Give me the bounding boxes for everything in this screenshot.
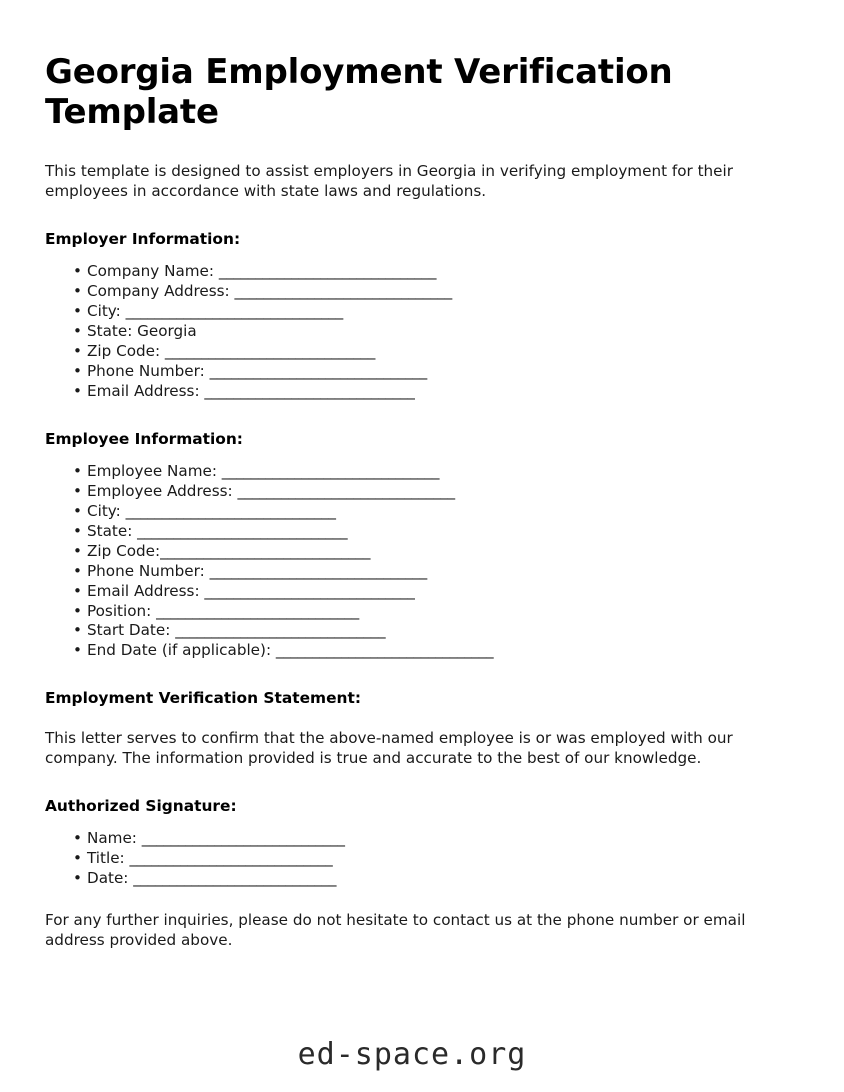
field-label: Email Address:: [87, 581, 205, 600]
employer-information-field-list: [45, 262, 790, 402]
field-label: Employee Address:: [87, 481, 238, 500]
blank-line[interactable]: ______________________________: [218, 261, 437, 280]
blank-line[interactable]: _____________________________: [204, 581, 415, 600]
blank-line[interactable]: ______________________________: [234, 281, 452, 300]
list-item: [45, 621, 790, 641]
footer-watermark: ed-space.org: [297, 1037, 527, 1072]
section-heading-employment-verification-statement: Employment Verification Statement:: [45, 689, 361, 708]
list-item: [45, 502, 790, 522]
intro-paragraph: This template is designed to assist employers in Georgia in verifying employment for their employees in accordance with state laws and regulations.: [45, 162, 733, 200]
list-item: [45, 542, 790, 562]
list-item: [45, 582, 790, 602]
field-label: Date:: [87, 868, 134, 887]
blank-line[interactable]: ______________________________: [209, 561, 427, 580]
verification-statement-paragraph: This letter serves to confirm that the above-named employee is or was employed with our company. The information provided is true and accurate to the best of our knowledge.: [45, 729, 733, 768]
list-item: [45, 522, 790, 542]
field-label: Phone Number:: [87, 361, 210, 380]
field-label: End Date (if applicable):: [87, 641, 276, 660]
list-item: [45, 382, 790, 402]
blank-line[interactable]: _____________________________: [204, 381, 415, 400]
blank-line[interactable]: ____________________________: [129, 848, 333, 867]
field-label: Start Date:: [87, 621, 176, 640]
field-label: Zip Code:: [87, 541, 161, 560]
blank-line[interactable]: ______________________________: [125, 301, 343, 320]
list-item: [45, 849, 790, 869]
list-item: [45, 641, 790, 661]
list-item: [45, 482, 790, 502]
blank-line[interactable]: ______________________________: [237, 481, 455, 500]
field-label: Name:: [87, 828, 142, 847]
list-item: [45, 322, 790, 342]
field-label: City:: [87, 501, 126, 520]
list-item: [45, 829, 790, 849]
blank-line[interactable]: ______________________________: [209, 361, 427, 380]
page-title: Georgia Employment Verification Template: [45, 52, 673, 133]
blank-line[interactable]: ______________________________: [221, 461, 440, 480]
list-item: [45, 282, 790, 302]
list-item: [45, 602, 790, 622]
field-label: Email Address:: [87, 381, 205, 400]
employee-information-field-list: [45, 462, 790, 662]
blank-line[interactable]: _____________________________: [125, 501, 336, 520]
field-label: Position:: [87, 601, 157, 620]
blank-line[interactable]: ____________________________: [141, 828, 345, 847]
blank-line[interactable]: _____________________________: [137, 521, 348, 540]
field-label: City:: [87, 301, 126, 320]
closing-paragraph: For any further inquiries, please do not hesitate to contact us at the phone number or email address provided above.: [45, 910, 746, 949]
blank-line[interactable]: _____________________________: [175, 621, 386, 640]
field-label: Company Name:: [87, 261, 219, 280]
authorized-signature-field-list: [45, 829, 790, 889]
list-item: [45, 302, 790, 322]
list-item: [45, 262, 790, 282]
blank-line[interactable]: _____________________________: [160, 541, 371, 560]
field-label: State: Georgia: [87, 321, 197, 340]
field-label: Zip Code:: [87, 341, 165, 360]
section-heading-employee-information: Employee Information:: [45, 429, 243, 448]
blank-line[interactable]: ____________________________: [156, 601, 359, 620]
blank-line[interactable]: ______________________________: [275, 641, 494, 660]
field-label: Employee Name:: [87, 461, 222, 480]
list-item: [45, 562, 790, 582]
field-label: State:: [87, 521, 138, 540]
list-item: [45, 342, 790, 362]
blank-line[interactable]: ____________________________: [133, 868, 337, 887]
list-item: [45, 362, 790, 382]
field-label: Title:: [87, 848, 130, 867]
field-label: Phone Number:: [87, 561, 210, 580]
list-item: [45, 869, 790, 889]
blank-line[interactable]: _____________________________: [164, 341, 375, 360]
section-heading-employer-information: Employer Information:: [45, 229, 241, 248]
field-label: Company Address:: [87, 281, 235, 300]
list-item: [45, 462, 790, 482]
section-heading-authorized-signature: Authorized Signature:: [45, 796, 237, 815]
